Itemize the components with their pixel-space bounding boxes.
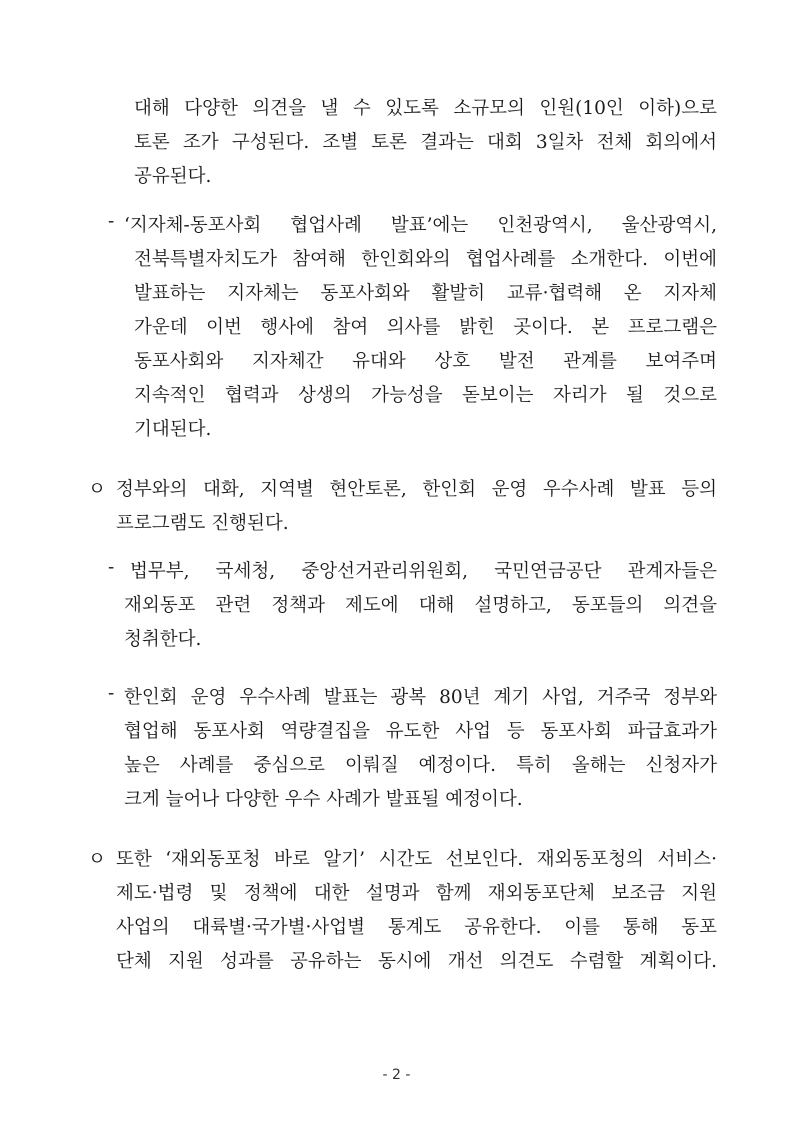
dash-marker: - bbox=[108, 211, 115, 232]
dash-marker: - bbox=[108, 557, 115, 578]
text-line: 대해 다양한 의견을 낼 수 있도록 소규모의 인원(10인 이하)으로 bbox=[134, 98, 717, 119]
page-number: - 2 - bbox=[382, 1067, 411, 1083]
text-line: 공유된다. bbox=[134, 166, 212, 187]
text-line: ‘지자체-동포사회 협업사례 발표’에는 인천광역시, 울산광역시, bbox=[124, 215, 717, 236]
text-line: 가운데 이번 행사에 참여 의사를 밝힌 곳이다. 본 프로그램은 bbox=[134, 317, 717, 338]
text-line: 기대된다. bbox=[134, 419, 212, 440]
text-line: 크게 늘어나 다양한 우수 사례가 발표될 예정이다. bbox=[124, 789, 523, 810]
text-line: 발표하는 지자체는 동포사회와 활발히 교류·협력해 온 지자체 bbox=[134, 283, 717, 304]
text-line: 프로그램도 진행된다. bbox=[116, 513, 289, 534]
circle-bullet: ㅇ bbox=[88, 479, 106, 500]
circle-bullet: ㅇ bbox=[88, 849, 106, 870]
text-line: 협업해 동포사회 역량결집을 유도한 사업 등 동포사회 파급효과가 bbox=[124, 721, 717, 742]
text-line: 법무부, 국세청, 중앙선거관리위원회, 국민연금공단 관계자들은 bbox=[130, 561, 717, 582]
text-line: 전북특별자치도가 참여해 한인회와의 협업사례를 소개한다. 이번에 bbox=[134, 249, 717, 270]
text-line: 정부와의 대화, 지역별 현안토론, 한인회 운영 우수사례 발표 등의 bbox=[116, 479, 717, 500]
text-line: 단체 지원 성과를 공유하는 동시에 개선 의견도 수렴할 계획이다. bbox=[116, 951, 717, 972]
text-line: 높은 사례를 중심으로 이뤄질 예정이다. 특히 올해는 신청자가 bbox=[124, 755, 717, 776]
text-line: 동포사회와 지자체간 유대와 상호 발전 관계를 보여주며 bbox=[134, 351, 717, 372]
text-line: 토론 조가 구성된다. 조별 토론 결과는 대회 3일차 전체 회의에서 bbox=[134, 132, 717, 153]
text-line: 청취한다. bbox=[124, 629, 202, 650]
text-line: 지속적인 협력과 상생의 가능성을 돋보이는 자리가 될 것으로 bbox=[134, 385, 717, 406]
dash-marker: - bbox=[108, 683, 115, 704]
text-line: 한인회 운영 우수사례 발표는 광복 80년 계기 사업, 거주국 정부와 bbox=[124, 687, 717, 708]
text-line: 또한 ‘재외동포청 바로 알기’ 시간도 선보인다. 재외동포청의 서비스· bbox=[116, 849, 717, 870]
text-line: 재외동포 관련 정책과 제도에 대해 설명하고, 동포들의 의견을 bbox=[124, 595, 717, 616]
text-line: 사업의 대륙별·국가별·사업별 통계도 공유한다. 이를 통해 동포 bbox=[116, 917, 717, 938]
text-line: 제도·법령 및 정책에 대한 설명과 함께 재외동포단체 보조금 지원 bbox=[116, 883, 717, 904]
